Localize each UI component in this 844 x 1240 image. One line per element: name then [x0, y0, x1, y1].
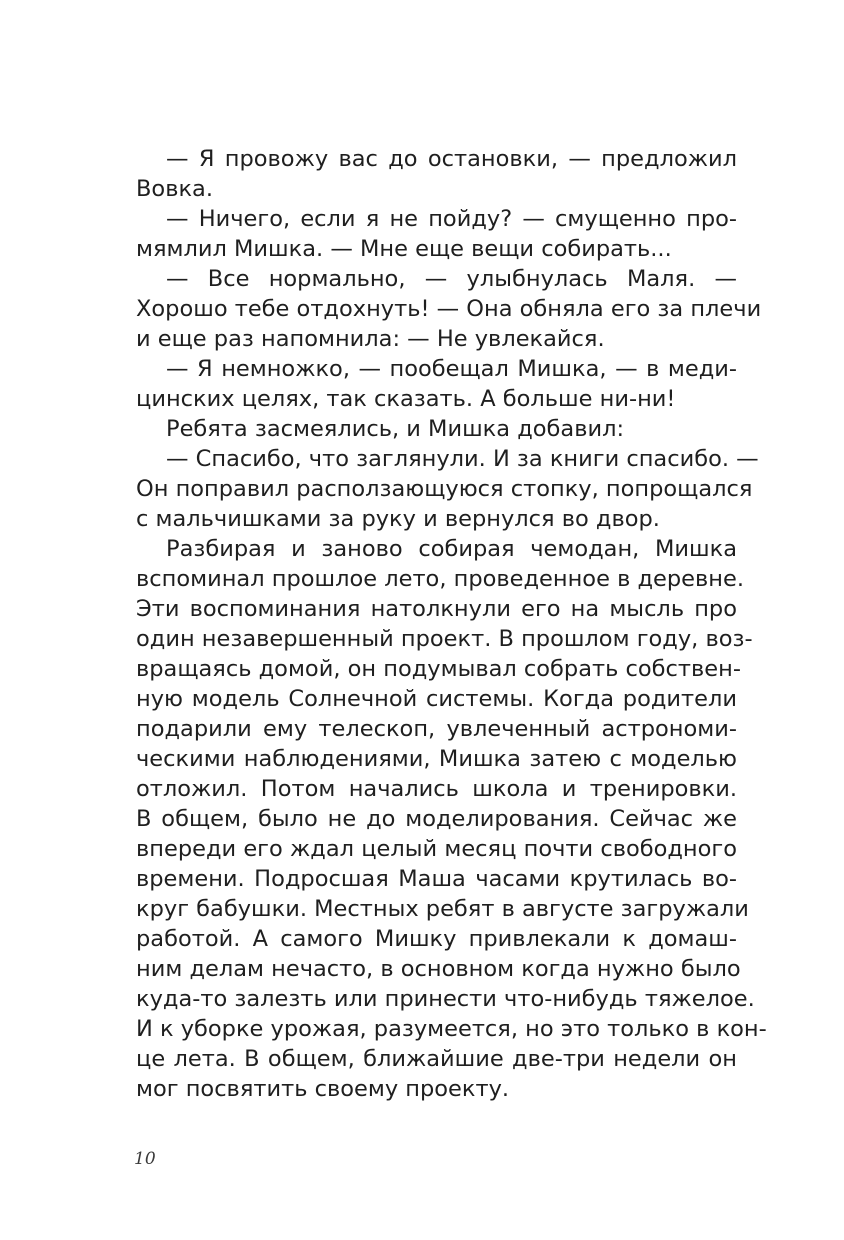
text-line: — Я немножко, — пообещал Мишка, — в меди-	[166, 356, 737, 382]
text-line: ним делам нечасто, в основном когда нужно было	[136, 956, 741, 982]
text-line: с мальчишками за руку и вернулся во двор.	[136, 506, 660, 532]
text-line: — Все нормально, — улыбнулась Маля. —	[166, 266, 737, 292]
page-number: 10	[134, 1149, 156, 1169]
text-line: и еще раз напомнила: — Не увлекайся.	[136, 326, 605, 352]
text-line: впереди его ждал целый месяц почти свободного	[136, 836, 737, 862]
text-line: один незавершенный проект. В прошлом году, воз-	[136, 626, 753, 652]
text-line: времени. Подросшая Маша часами крутилась во-	[136, 866, 737, 892]
text-line: Разбирая и заново собирая чемодан, Мишка	[166, 536, 737, 562]
text-line: круг бабушки. Местных ребят в августе загружали	[136, 896, 749, 922]
text-line: мямлил Мишка. — Мне еще вещи собирать...	[136, 236, 672, 262]
text-line: Вовка.	[136, 176, 213, 202]
text-line: — Ничего, если я не пойду? — смущенно про-	[166, 206, 737, 232]
text-line: ческими наблюдениями, Мишка затею с моделью	[136, 746, 737, 772]
text-line: Ребята засмеялись, и Мишка добавил:	[166, 416, 625, 442]
text-line: ную модель Солнечной системы. Когда родители	[136, 686, 737, 712]
text-line: вращаясь домой, он подумывал собрать собствен-	[136, 656, 741, 682]
text-line: цинских целях, так сказать. А больше ни-ни!	[136, 386, 676, 412]
text-line: це лета. В общем, ближайшие две-три недели он	[136, 1046, 737, 1072]
text-line: отложил. Потом начались школа и тренировки.	[136, 776, 737, 802]
text-line: подарили ему телескоп, увлеченный астрономи-	[136, 716, 737, 742]
text-line: Он поправил расползающуюся стопку, попрощался	[136, 476, 753, 502]
text-line: — Спасибо, что заглянули. И за книги спасибо. —	[166, 446, 759, 472]
body-text	[136, 144, 767, 1104]
text-line: — Я провожу вас до остановки, — предложил	[166, 146, 737, 172]
text-line: Хорошо тебе отдохнуть! — Она обняла его за плечи	[136, 296, 762, 322]
text-line: В общем, было не до моделирования. Сейчас же	[136, 806, 737, 832]
text-line: работой. А самого Мишку привлекали к домаш-	[136, 926, 737, 952]
text-line: вспоминал прошлое лето, проведенное в деревне.	[136, 566, 744, 592]
text-line: Эти воспоминания натолкнули его на мысль про	[136, 596, 737, 622]
text-line: мог посвятить своему проекту.	[136, 1076, 510, 1102]
text-line: куда-то залезть или принести что-нибудь тяжелое.	[136, 986, 755, 1012]
text-line: И к уборке урожая, разумеется, но это только в кон-	[136, 1016, 767, 1042]
